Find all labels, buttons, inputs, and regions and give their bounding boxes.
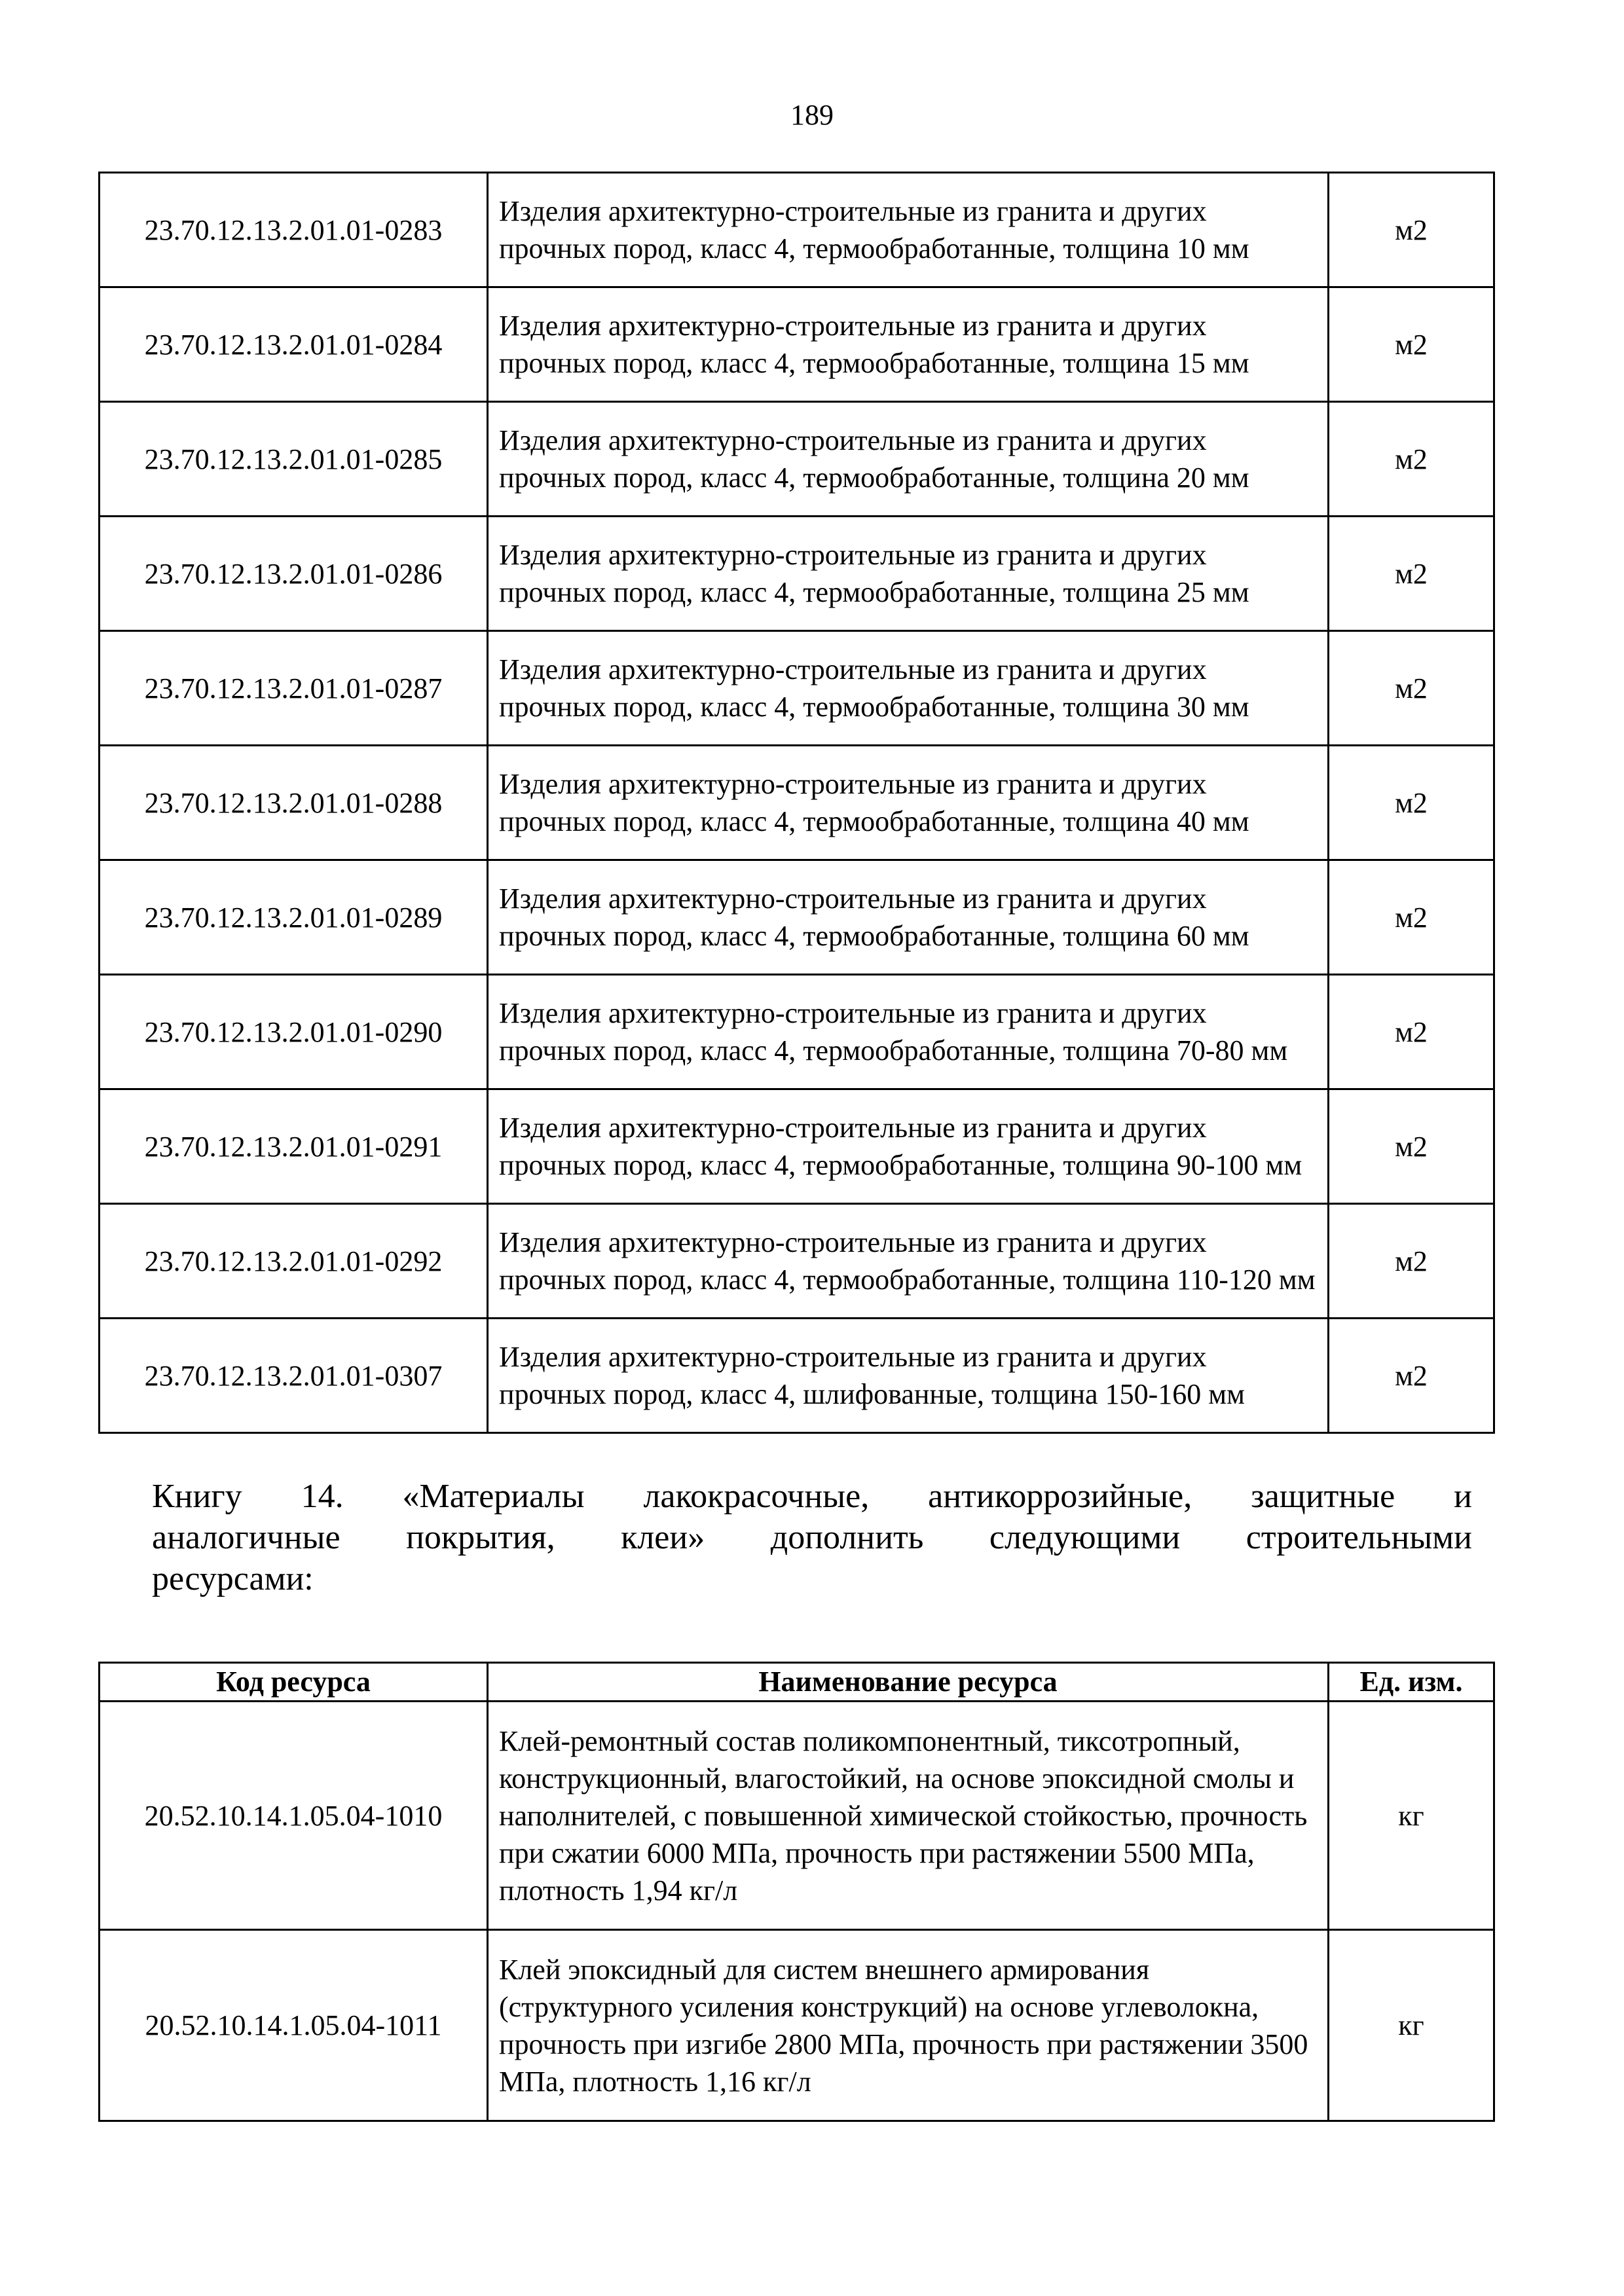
resource-code: 23.70.12.13.2.01.01-0291 [100, 1089, 488, 1204]
resource-table-granite [98, 172, 1495, 1434]
resource-unit: м2 [1329, 517, 1494, 631]
table-row [100, 1930, 1494, 2121]
paragraph-line: Книгу 14. «Материалы лакокрасочные, антикоррозийные, защитные и [152, 1478, 1472, 1515]
table-row [100, 517, 1494, 631]
resource-code: 23.70.12.13.2.01.01-0286 [100, 517, 488, 631]
table-row [100, 1319, 1494, 1433]
resource-unit: м2 [1329, 1319, 1494, 1433]
resource-code: 23.70.12.13.2.01.01-0307 [100, 1319, 488, 1433]
resource-name: Изделия архитектурно-строительные из гранита и других прочных пород, класс 4, шлифованные, толщина 150-160 мм [488, 1319, 1329, 1433]
resource-unit: кг [1329, 1702, 1494, 1930]
resource-name: Клей эпоксидный для систем внешнего армирования (структурного усиления конструкций) на основе углеволокна, прочность при изгибе 2800 МПа, прочность при растяжении 3500 МПа, плотность 1,16 кг/л [488, 1930, 1329, 2121]
resource-unit: м2 [1329, 975, 1494, 1089]
resource-unit: м2 [1329, 746, 1494, 860]
resource-name: Изделия архитектурно-строительные из гранита и других прочных пород, класс 4, термообработанные, толщина 110-120 мм [488, 1204, 1329, 1319]
resource-name: Клей-ремонтный состав поликомпонентный, тиксотропный, конструкционный, влагостойкий, на основе эпоксидной смолы и наполнителей, с повышенной химической стойкостью, прочность при сжатии 6000 МПа, прочность при растяжении 5500 МПа, плотность 1,94 кг/л [488, 1702, 1329, 1930]
resource-name: Изделия архитектурно-строительные из гранита и других прочных пород, класс 4, термообработанные, толщина 20 мм [488, 402, 1329, 517]
resource-name: Изделия архитектурно-строительные из гранита и других прочных пород, класс 4, термообработанные, толщина 25 мм [488, 517, 1329, 631]
table-row [100, 1204, 1494, 1319]
resource-code: 23.70.12.13.2.01.01-0288 [100, 746, 488, 860]
resource-unit: м2 [1329, 402, 1494, 517]
table-row [100, 860, 1494, 975]
table-row [100, 173, 1494, 287]
resource-name: Изделия архитектурно-строительные из гранита и других прочных пород, класс 4, термообработанные, толщина 60 мм [488, 860, 1329, 975]
table-row [100, 1702, 1494, 1930]
resource-table-adhesives [98, 1662, 1495, 2122]
table-row [100, 1089, 1494, 1204]
table-row [100, 287, 1494, 402]
table-row [100, 631, 1494, 746]
table-row [100, 975, 1494, 1089]
resource-code: 23.70.12.13.2.01.01-0287 [100, 631, 488, 746]
page-number: 189 [790, 99, 834, 131]
resource-name: Изделия архитектурно-строительные из гранита и других прочных пород, класс 4, термообработанные, толщина 10 мм [488, 173, 1329, 287]
resource-name: Изделия архитектурно-строительные из гранита и других прочных пород, класс 4, термообработанные, толщина 15 мм [488, 287, 1329, 402]
resource-unit: м2 [1329, 631, 1494, 746]
resource-code: 20.52.10.14.1.05.04-1010 [100, 1702, 488, 1930]
resource-code: 23.70.12.13.2.01.01-0289 [100, 860, 488, 975]
table-header-row [100, 1663, 1494, 1702]
resource-code: 23.70.12.13.2.01.01-0292 [100, 1204, 488, 1319]
resource-name: Изделия архитектурно-строительные из гранита и других прочных пород, класс 4, термообработанные, толщина 70-80 мм [488, 975, 1329, 1089]
table-row [100, 402, 1494, 517]
resource-unit: м2 [1329, 860, 1494, 975]
book-14-amendment-paragraph [152, 1476, 1472, 1599]
resource-unit: кг [1329, 1930, 1494, 2121]
resource-code: 20.52.10.14.1.05.04-1011 [100, 1930, 488, 2121]
table-row [100, 746, 1494, 860]
resource-code: 23.70.12.13.2.01.01-0290 [100, 975, 488, 1089]
resource-code: 23.70.12.13.2.01.01-0284 [100, 287, 488, 402]
header-name: Наименование ресурса [488, 1663, 1329, 1702]
resource-code: 23.70.12.13.2.01.01-0283 [100, 173, 488, 287]
resource-unit: м2 [1329, 173, 1494, 287]
header-unit: Ед. изм. [1329, 1663, 1494, 1702]
resource-unit: м2 [1329, 1204, 1494, 1319]
resource-unit: м2 [1329, 1089, 1494, 1204]
resource-name: Изделия архитектурно-строительные из гранита и других прочных пород, класс 4, термообработанные, толщина 30 мм [488, 631, 1329, 746]
resource-name: Изделия архитектурно-строительные из гранита и других прочных пород, класс 4, термообработанные, толщина 90-100 мм [488, 1089, 1329, 1204]
header-code: Код ресурса [100, 1663, 488, 1702]
resource-name: Изделия архитектурно-строительные из гранита и других прочных пород, класс 4, термообработанные, толщина 40 мм [488, 746, 1329, 860]
resource-unit: м2 [1329, 287, 1494, 402]
resource-code: 23.70.12.13.2.01.01-0285 [100, 402, 488, 517]
paragraph-line: ресурсами: [152, 1560, 314, 1597]
paragraph-line: аналогичные покрытия, клеи» дополнить следующими строительными [152, 1519, 1472, 1556]
